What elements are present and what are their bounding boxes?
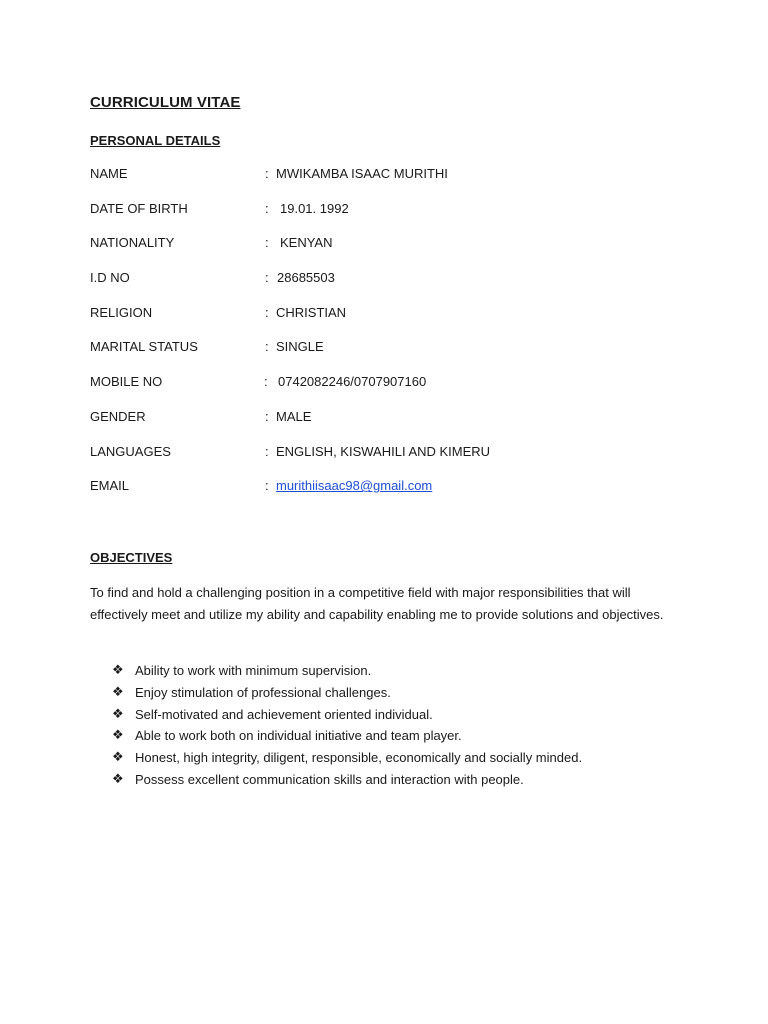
detail-separator: :	[265, 478, 269, 494]
detail-value: 0742082246/0707907160	[278, 374, 427, 390]
detail-row-id-no	[90, 270, 690, 305]
diamond-bullet-icon: ❖	[112, 771, 124, 787]
document-title: CURRICULUM VITAE	[90, 94, 241, 111]
bullet-text: Possess excellent communication skills and interaction with people.	[135, 771, 524, 787]
email-link[interactable]: murithiisaac98@gmail.com	[276, 478, 433, 494]
objectives-bullet-list	[112, 660, 692, 791]
detail-label: I.D NO	[90, 270, 130, 286]
diamond-bullet-icon: ❖	[112, 706, 124, 722]
list-item	[112, 747, 692, 769]
detail-row-date-of-birth	[90, 201, 690, 236]
detail-value: MALE	[276, 408, 312, 424]
detail-separator: :	[265, 166, 269, 181]
detail-row-languages	[90, 444, 690, 479]
detail-row-marital-status	[90, 339, 690, 374]
detail-label: RELIGION	[90, 304, 153, 320]
objectives-heading: OBJECTIVES	[90, 550, 173, 565]
detail-label: NATIONALITY	[90, 235, 175, 251]
detail-value: SINGLE	[276, 339, 324, 355]
detail-label: LANGUAGES	[90, 443, 171, 459]
detail-separator: :	[265, 408, 269, 424]
bullet-text: Honest, high integrity, diligent, responsible, economically and socially minded.	[135, 750, 583, 766]
detail-label: NAME	[90, 166, 128, 181]
personal-details-list	[90, 166, 690, 513]
list-item	[112, 704, 692, 726]
detail-separator: :	[265, 339, 269, 355]
detail-label: GENDER	[90, 408, 146, 424]
bullet-text: Self-motivated and achievement oriented individual.	[135, 706, 433, 722]
detail-label: DATE OF BIRTH	[90, 200, 188, 216]
detail-value: ENGLISH, KISWAHILI AND KIMERU	[276, 443, 491, 459]
detail-label: MARITAL STATUS	[90, 339, 198, 355]
list-item	[112, 660, 692, 682]
detail-separator: :	[264, 374, 268, 390]
detail-row-email	[90, 478, 690, 513]
detail-label: MOBILE NO	[90, 374, 163, 390]
detail-separator: :	[265, 443, 269, 459]
detail-separator: :	[265, 235, 269, 251]
bullet-text: Able to work both on individual initiative and team player.	[135, 728, 462, 744]
diamond-bullet-icon: ❖	[112, 728, 124, 744]
detail-value: KENYAN	[280, 235, 333, 251]
diamond-bullet-icon: ❖	[112, 663, 124, 678]
bullet-text: Enjoy stimulation of professional challenges.	[135, 684, 391, 700]
detail-label: EMAIL	[90, 478, 130, 494]
detail-separator: :	[265, 200, 269, 216]
diamond-bullet-icon: ❖	[112, 684, 124, 700]
objective-paragraph: To find and hold a challenging position in a competitive field with major responsibilities that will effectively meet and utilize my ability and capability enabling me to provide solutions and objectives.	[90, 585, 664, 622]
detail-value: MWIKAMBA ISAAC MURITHI	[276, 166, 448, 181]
detail-row-gender	[90, 409, 690, 444]
detail-row-religion	[90, 305, 690, 340]
personal-details-heading: PERSONAL DETAILS	[90, 133, 221, 148]
detail-separator: :	[265, 270, 269, 286]
diamond-bullet-icon: ❖	[112, 750, 124, 766]
detail-row-name	[90, 166, 690, 201]
list-item	[112, 725, 692, 747]
detail-value: 28685503	[277, 270, 335, 286]
detail-row-mobile-no	[90, 374, 690, 409]
list-item	[112, 682, 692, 704]
detail-value: CHRISTIAN	[276, 304, 347, 320]
detail-row-nationality	[90, 235, 690, 270]
list-item	[112, 769, 692, 791]
detail-value: 19.01. 1992	[280, 200, 349, 216]
bullet-text: Ability to work with minimum supervision.	[135, 663, 372, 678]
detail-separator: :	[265, 304, 269, 320]
